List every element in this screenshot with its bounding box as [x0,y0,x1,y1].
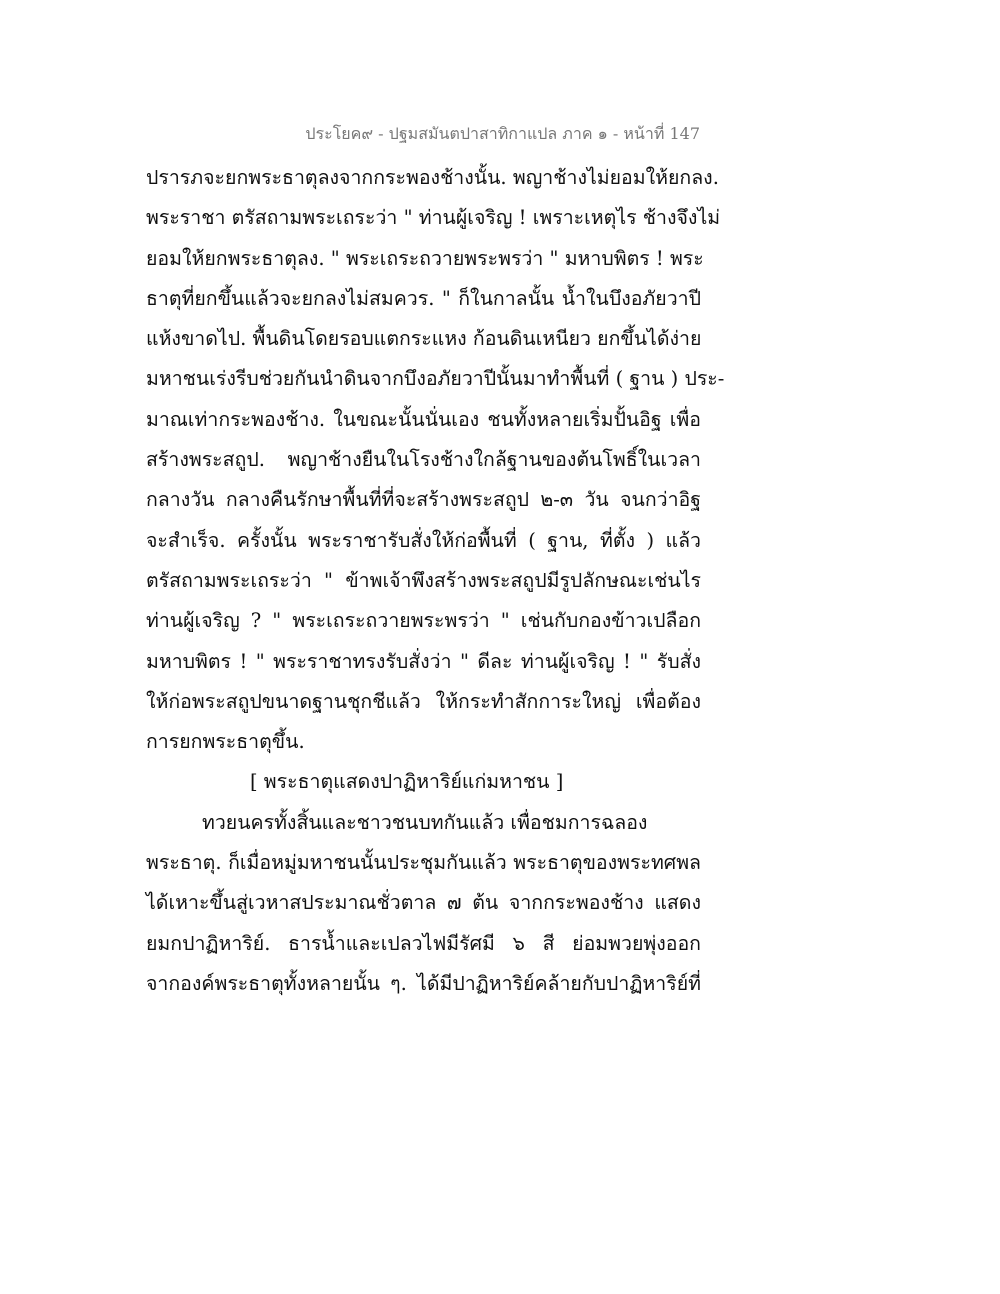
body-text [146,158,725,1004]
text-line: จากองค์พระธาตุทั้งหลายนั้น ๆ. ได้มีปาฏิหาริย์คล้ายกับปาฏิหาริย์ที่ [146,971,701,995]
text-line: พระธาตุ. ก็เมื่อหมู่มหาชนนั้นประชุมกันแล้ว พระธาตุของพระทศพล [146,851,701,875]
text-line: ให้ก่อพระสถูปขนาดฐานชุกชีแล้ว ให้กระทำสักการะใหญ่ เพื่อต้อง [146,689,701,713]
text-line: กลางวัน กลางคืนรักษาพื้นที่ที่จะสร้างพระสถูป ๒-๓ วัน จนกว่าอิฐ [146,488,701,512]
text-line: ทวยนครทั้งสิ้นและชาวชนบทกันแล้ว เพื่อชมการฉลอง [202,810,648,834]
text-line: แห้งขาดไป. พื้นดินโดยรอบแตกระแหง ก้อนดินเหนียว ยกขึ้นได้ง่าย [146,327,702,351]
text-line: ท่านผู้เจริญ ? " พระเถระถวายพระพรว่า " เช่นกับกองข้าวเปลือก [146,609,701,633]
text-line: ปรารภจะยกพระธาตุลงจากกระพองช้างนั้น. พญาช้างไม่ยอมให้ยกลง. [146,166,719,189]
text-line: มหาชนเร่งรีบช่วยกันนำดินจากบึงอภัยวาปีนั้นมาทำพื้นที่ ( ฐาน ) ประ- [146,367,725,391]
paragraph-2 [146,803,701,1004]
text-line: ได้เหาะขึ้นสู่เวหาสประมาณชั่วตาล ๗ ต้น จากกระพองช้าง แสดง [146,891,701,915]
text-line: ตรัสถามพระเถระว่า " ข้าพเจ้าพึงสร้างพระสถูปมีรูปลักษณะเช่นไร [146,568,701,592]
text-line: จะสำเร็จ. ครั้งนั้น พระราชารับสั่งให้ก่อพื้นที่ ( ฐาน, ที่ตั้ง ) แล้ว [146,528,701,552]
text-line: การยกพระธาตุขึ้น. [146,730,305,754]
paragraph-1 [146,158,725,762]
section-heading: [ พระธาตุแสดงปาฏิหาริย์แก่มหาชน ] [250,770,564,794]
text-line: มหาบพิตร ! " พระราชาทรงรับสั่งว่า " ดีละ ท่านผู้เจริญ ! " รับสั่ง [146,649,701,673]
text-line: มาณเท่ากระพองช้าง. ในขณะนั้นนั่นเอง ชนทั้งหลายเริ่มปั้นอิฐ เพื่อ [146,407,701,431]
running-header: ประโยค๙ - ปฐมสมันตปาสาทิกาแปล ภาค ๑ - หน้าที่ 147 [305,124,700,143]
text-line: ยอมให้ยกพระธาตุลง. " พระเถระถวายพระพรว่า " มหาบพิตร ! พระ [146,246,704,270]
text-line: สร้างพระสถูป. พญาช้างยืนในโรงช้างใกล้ฐานของต้นโพธิ์ในเวลา [146,448,701,472]
text-line: พระราชา ตรัสถามพระเถระว่า " ท่านผู้เจริญ ! เพราะเหตุไร ช้างจึงไม่ [146,206,721,230]
text-line: ธาตุที่ยกขึ้นแล้วจะยกลงไม่สมควร. " ก็ในกาลนั้น น้ำในบึงอภัยวาปี [146,286,701,310]
text-line: ยมกปาฏิหาริย์. ธารน้ำและเปลวไฟมีรัศมี ๖ สี ย่อมพวยพุ่งออก [146,931,701,955]
